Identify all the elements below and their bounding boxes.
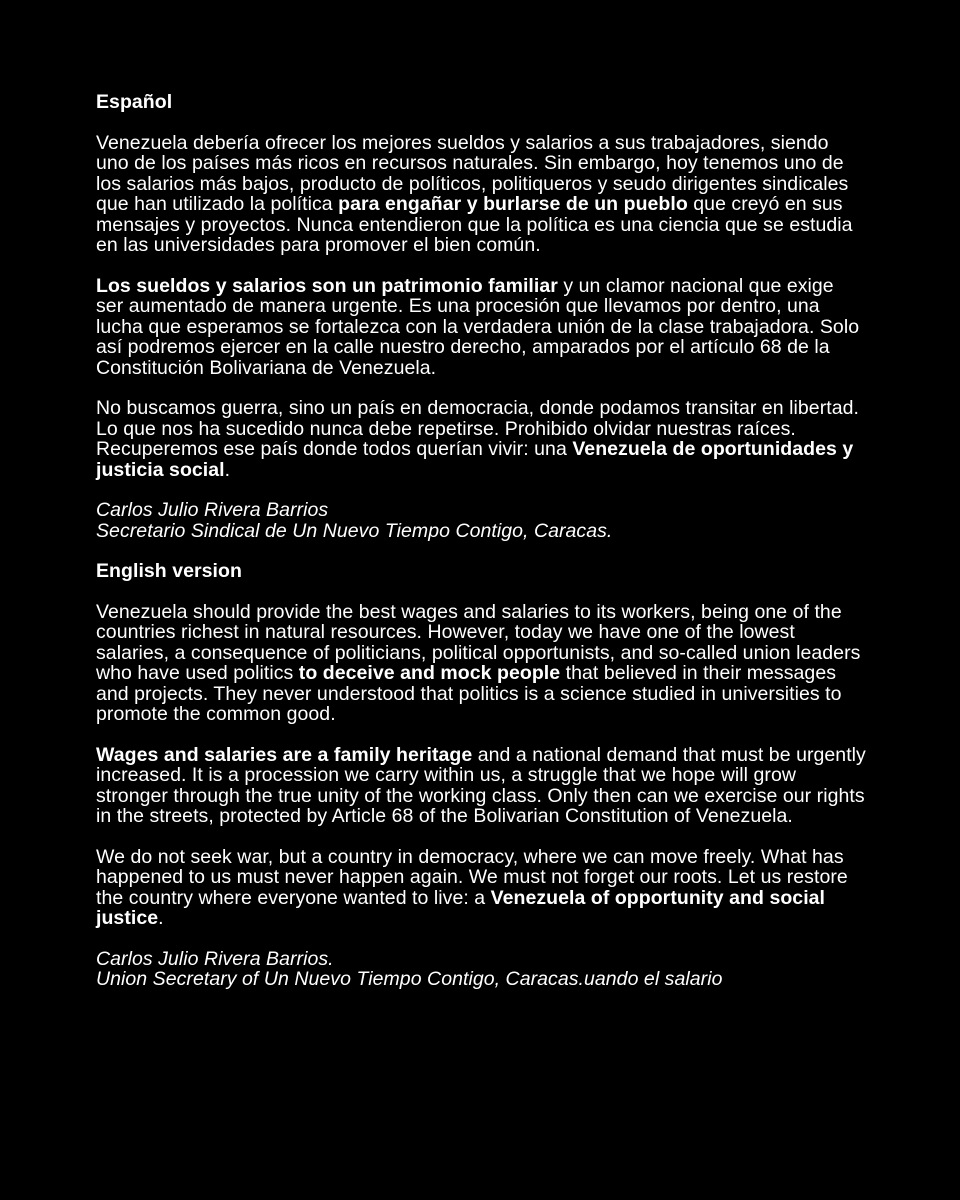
- spanish-p1-text-a: Venezuela debería ofrecer los mejores sueldos y salarios a sus trabajadores, siendo uno de los países más ricos en recursos naturales. Sin embargo, hoy tenemos uno de los salarios más bajos, producto de políticos, politiqueros y seudo dirigentes sindicales que han utilizado la política: [96, 131, 849, 215]
- english-signature-name: Carlos Julio Rivera Barrios.: [96, 947, 334, 970]
- spanish-signature: [96, 500, 866, 541]
- english-p2-bold: Wages and salaries are a family heritage: [96, 743, 473, 766]
- spanish-paragraph-2: [96, 276, 866, 379]
- english-paragraph-2: [96, 745, 866, 827]
- english-p3-bold: Venezuela of opportunity and social justice: [96, 886, 826, 929]
- english-signature: [96, 949, 866, 990]
- spanish-signature-title: Secretario Sindical de Un Nuevo Tiempo Contigo, Caracas.: [96, 519, 613, 542]
- spanish-heading: Español: [96, 91, 173, 113]
- spanish-p2-bold: Los sueldos y salarios son un patrimonio familiar: [96, 274, 558, 297]
- english-p3-text-b: .: [158, 907, 164, 929]
- english-p1-text-a: Venezuela should provide the best wages and salaries to its workers, being one of the countries richest in natural resources. However, today we have one of the lowest salaries, a consequence of politicians, political opportunists, and so-called union leaders who have used politics: [96, 600, 861, 684]
- english-p1-text-b: that believed in their messages and projects. They never understood that politics is a science studied in universities to promote the common good.: [96, 662, 842, 725]
- english-paragraph-1: [96, 602, 866, 725]
- english-p3-text-a: We do not seek war, but a country in democracy, where we can move freely. What has happened to us must never happen again. We must not forget our roots. Let us restore the country where everyone wanted to live: a: [96, 845, 848, 909]
- english-heading: English version: [96, 560, 242, 582]
- english-p1-bold: to deceive and mock people: [298, 662, 561, 684]
- spanish-p3-text-b: .: [224, 458, 231, 481]
- english-signature-title: Union Secretary of Un Nuevo Tiempo Contigo, Caracas.uando el salario: [96, 968, 723, 990]
- spanish-p1-text-b: que creyó en sus mensajes y proyectos. Nunca entendieron que la política es una ciencia que se estudia en las universidades para promover el bien común.: [96, 193, 853, 256]
- spanish-paragraph-3: [96, 398, 866, 480]
- spanish-p3-text-a: No buscamos guerra, sino un país en democracia, donde podamos transitar en libertad. Lo que nos ha sucedido nunca debe repetirse. Prohibido olvidar nuestras raíces. Recuperemos ese país donde todos querían vivir: una: [96, 397, 859, 460]
- english-paragraph-3: [96, 847, 866, 929]
- document-body: [96, 92, 866, 1010]
- spanish-p2-text-b: y un clamor nacional que exige ser aumentado de manera urgente. Es una procesión que llevamos por dentro, una lucha que esperamos se fortalezca con la verdadera unión de la clase trabajadora. Solo así podremos ejercer en la calle nuestro derecho, amparados por el artículo 68 de la Constitución Bolivariana de Venezuela.: [96, 274, 860, 379]
- spanish-paragraph-1: [96, 133, 866, 256]
- english-p2-text-b: and a national demand that must be urgently increased. It is a procession we carry within us, a struggle that we hope will grow stronger through the true unity of the working class. Only then can we exercise our rights in the streets, protected by Article 68 of the Bolivarian Constitution of Venezuela.: [96, 743, 866, 827]
- spanish-signature-name: Carlos Julio Rivera Barrios: [96, 499, 329, 521]
- spanish-p1-bold: para engañar y burlarse de un pueblo: [338, 193, 688, 215]
- spanish-p3-bold: Venezuela de oportunidades y justicia social: [96, 438, 854, 481]
